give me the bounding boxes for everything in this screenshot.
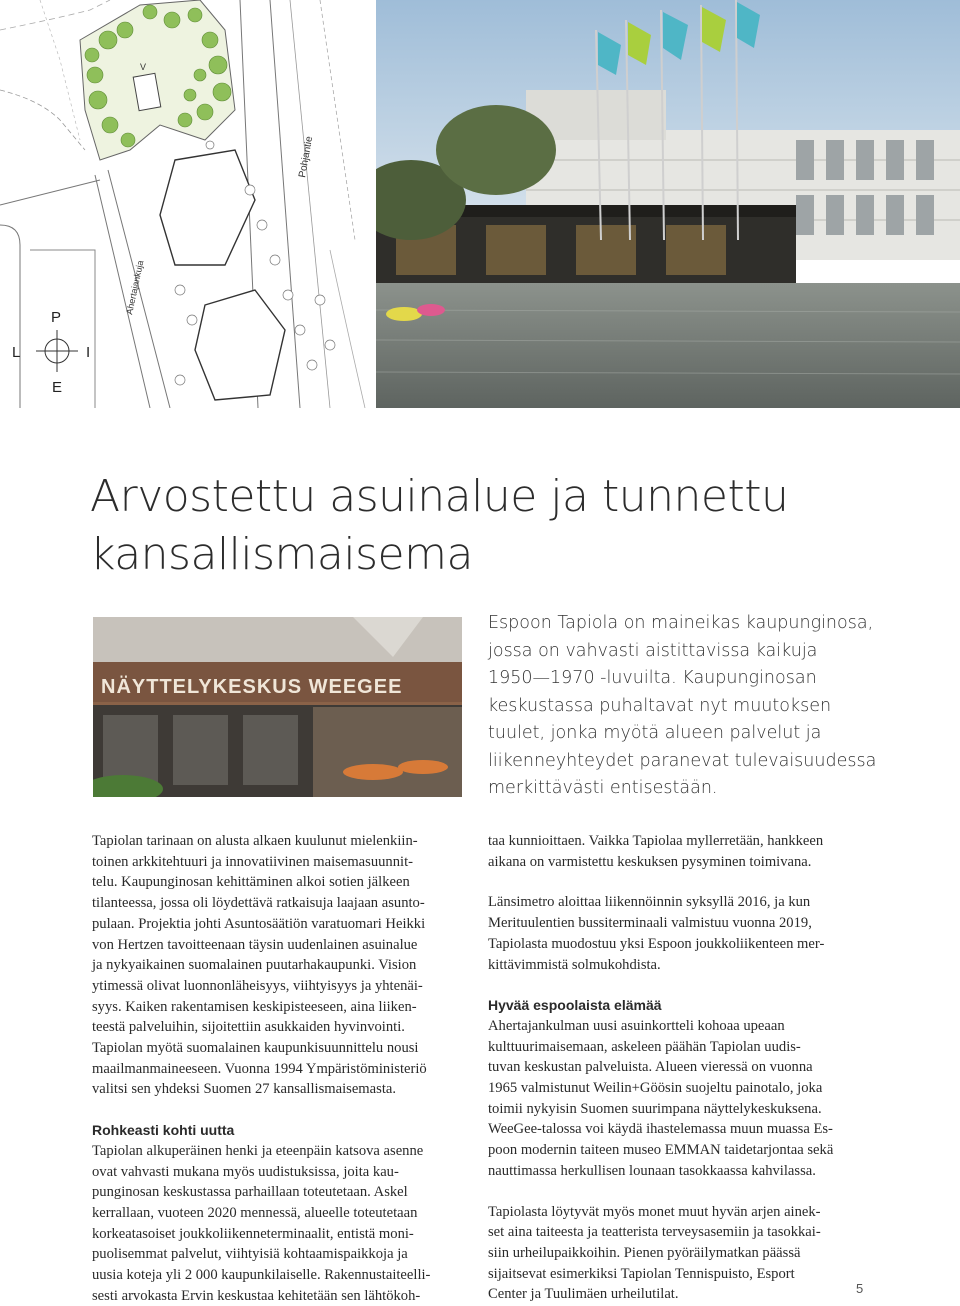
section-heading-rohkeasti: Rohkeasti kohti uutta <box>92 1122 235 1139</box>
text-line: siin urheilupaikkoihin. Pienen pyöräilymatkan päässä <box>488 1244 801 1261</box>
text-line: kittävimmistä solmukohdista. <box>488 956 661 973</box>
lead-line: 1950—1970 -luvuilta. Kaupunginosan <box>488 668 817 688</box>
text-line: sijaitsevat esimerkiksi Tapiolan Tennispuisto, Esport <box>488 1265 795 1282</box>
weegee-building-photo <box>93 617 462 797</box>
page-number: 5 <box>856 1281 864 1296</box>
svg-text:V: V <box>140 62 147 72</box>
text-line: punginosan keskustassa parhaillaan toteutetaan. Askel <box>92 1184 408 1201</box>
road-label-pohjantie: Pohjantie <box>297 135 316 179</box>
text-line: tilanteessa, jossa oli löydettävä ratkaisuja laajaan asunto- <box>92 895 425 912</box>
text-line: tuvan keskustan palveluista. Alueen vieressä on vuonna <box>488 1059 813 1076</box>
text-line: set aina taiteesta ja teatterista terveysasemiin ja tasokkai- <box>488 1224 821 1241</box>
text-line: ja nykyaikainen suomalainen puutarhakaupunki. Vision <box>92 957 417 974</box>
text-line: teestä palveluihin, sijoitettiin asukkaiden hyvinvointi. <box>92 1019 405 1036</box>
lead-line: merkittävästi entisestään. <box>488 778 718 798</box>
paragraph-history <box>92 831 462 1100</box>
page-title <box>90 468 890 584</box>
text-line: Tapiolan tarinaan on alusta alkaen kuulunut mielenkiin- <box>92 833 418 849</box>
text-line: toinen arkkitehtuuri ja innovatiivinen maisemasuunnit- <box>92 853 413 870</box>
compass-south: E <box>52 379 63 396</box>
lead-line: Espoon Tapiola on maineikas kaupunginosa, <box>488 613 874 633</box>
text-line: pulaan. Projektia johti Asuntosäätiön varatuomari Heikki <box>92 915 426 932</box>
text-line: Tapiolan myötä suomalainen kaupunkisuunnittelu nousi <box>92 1040 419 1057</box>
text-line: sesti arvokasta Ervin keskustaa kehitetään sen lähtökoh- <box>92 1287 421 1304</box>
lead-line: keskustassa puhaltavat nyt muutoksen <box>488 695 832 716</box>
lead-line: jossa on vahvasti aistittavissa kaikuja <box>488 640 818 661</box>
weegee-sign: NÄYTTELYKESKUS WEEGEE <box>101 676 403 698</box>
text-line: Ahertajankulman uusi asuinkortteli kohoaa upeaan <box>488 1017 785 1034</box>
text-line: puolisemmat palvelut, viihtyisiä kohtaamispaikkoja ja <box>92 1246 408 1263</box>
text-line: taa kunnioittaen. Vaikka Tapiolaa myllerretään, hankkeen <box>488 833 824 849</box>
paragraph-continuation <box>488 831 858 872</box>
text-line: Center ja Tuulimäen urheilutilat. <box>488 1286 679 1303</box>
text-line: nauttimassa herkullisen lounaan tasokkaassa kahvilassa. <box>488 1162 816 1179</box>
text-line: telu. Kaupunginosan kehittäminen alkoi sotien jälkeen <box>92 874 410 891</box>
text-line: kerrallaan, vuoteen 2020 mennessä, alueelle toteutetaan <box>92 1204 418 1221</box>
text-line: korkeatasoiset joukkoliikenneterminaalit, entistä moni- <box>92 1225 414 1242</box>
compass-east: I <box>86 344 91 361</box>
text-line: kulttuurimaisemaan, askeleen päähän Tapiolan uudis- <box>488 1038 801 1055</box>
paragraph-metro <box>488 892 858 975</box>
text-line: Länsimetro aloittaa liikennöinnin syksyllä 2016, ja kun <box>488 894 811 911</box>
paragraph-renewal <box>92 1141 462 1306</box>
cultural-centre-photo <box>376 0 960 408</box>
text-line: von Hertzen tavoitteenaan täysin uudenlainen asuinalue <box>92 936 418 953</box>
text-line: ytimessä olivat luonnonläheisyys, viihtyisyys ja yhtenäi- <box>92 977 423 994</box>
site-plan-map <box>0 0 366 408</box>
lead-line: liikenneyhteydet paranevat tulevaisuudessa <box>488 750 877 771</box>
text-line: toimii nykyisin Suomen suurimpana näyttelykeskuksena. <box>488 1100 822 1117</box>
text-line: WeeGee-talossa voi käydä ihastelemassa muun muassa Es- <box>488 1121 833 1138</box>
text-line: Merituulentien bussiterminaali valmistuu vuonna 2019, <box>488 915 812 932</box>
body-column-left <box>92 831 462 1306</box>
text-line: uusia koteja yli 2 000 kaupunkilaiselle. Rakennustaiteelli- <box>92 1267 431 1284</box>
road-label-ahertajankuja: Ahertajankuja <box>124 259 146 316</box>
compass-north: P <box>51 309 62 326</box>
text-line: ovat vahvasti mukana myös uudistuksissa, joita kau- <box>92 1163 399 1180</box>
text-line: Tapiolasta löytyvät myös monet muut hyvän arjen ainek- <box>488 1203 821 1220</box>
title-line-1: Arvostettu asuinalue ja tunnettu <box>90 471 789 522</box>
text-line: Tapiolan alkuperäinen henki ja eteenpäin katsova asenne <box>92 1142 424 1159</box>
compass-west: L <box>12 344 21 361</box>
lead-line: tuulet, jonka myötä alueen palvelut ja <box>488 723 822 743</box>
text-line: aikana on varmistettu keskuksen pysyminen toimivana. <box>488 853 812 870</box>
body-column-right <box>488 831 858 1305</box>
paragraph-services <box>488 1202 858 1306</box>
text-line: Tapiolasta muodostuu yksi Espoon joukkoliikenteen mer- <box>488 935 825 952</box>
title-line-2: kansallismaisema <box>90 529 473 580</box>
text-line: valitsi sen yhdeksi Suomen 27 kansallismaisemasta. <box>92 1081 396 1098</box>
text-line: poon modernin taiteen museo EMMAN taidetarjontaa sekä <box>488 1142 834 1159</box>
site-plan-drawing <box>0 0 366 408</box>
section-heading-hyvaa: Hyvää espoolaista elämää <box>488 997 662 1014</box>
lead-paragraph <box>488 610 888 803</box>
paragraph-living <box>488 1016 858 1182</box>
text-line: 1965 valmistunut Weilin+Göösin suojeltu painotalo, joka <box>488 1080 823 1097</box>
text-line: maailmanmaineeseen. Vuonna 1994 Ympäristöministeriö <box>92 1060 427 1077</box>
text-line: syys. Kaiken rakentamisen keskipisteeseen, aina liiken- <box>92 998 417 1015</box>
